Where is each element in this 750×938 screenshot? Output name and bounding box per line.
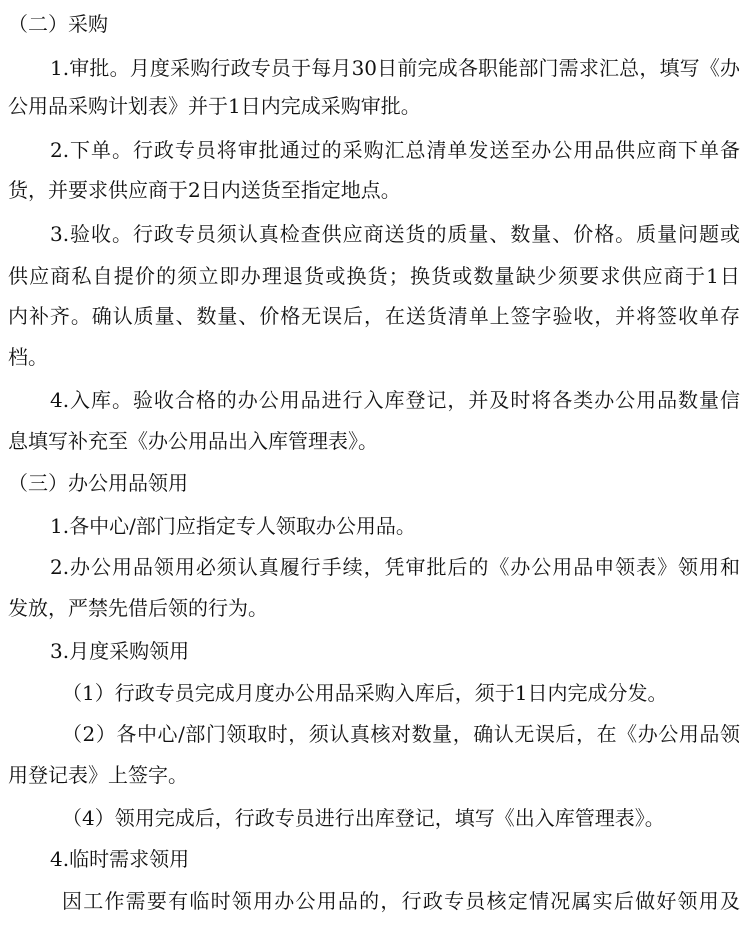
subheading-monthly-use: 3.月度采购领用 xyxy=(50,639,190,663)
item-outbound-registration: （4）领用完成后，行政专员进行出库登记，填写《出入库管理表》。 xyxy=(62,806,665,830)
paragraph-use-procedure-line-1: 2.办公用品领用必须认真履行手续，凭审批后的《办公用品申领表》领用和 xyxy=(50,555,740,579)
paragraph-inspection-line-3: 内补齐。确认质量、数量、价格无误后，在送货清单上签字验收，并将签收单存 xyxy=(8,304,740,328)
paragraph-order-line-1: 2.下单。行政专员将审批通过的采购汇总清单发送至办公用品供应商下单备 xyxy=(50,138,740,162)
paragraph-warehousing-line-1: 4.入库。验收合格的办公用品进行入库登记，并及时将各类办公用品数量信 xyxy=(50,388,740,412)
subheading-temporary-use: 4.临时需求领用 xyxy=(50,847,190,871)
paragraph-designated-person: 1.各中心/部门应指定专人领取办公用品。 xyxy=(50,514,416,538)
paragraph-inspection-line-2: 供应商私自提价的须立即办理退货或换货；换货或数量缺少须要求供应商于1日 xyxy=(8,264,740,288)
paragraph-inspection-line-1: 3.验收。行政专员须认真检查供应商送货的质量、数量、价格。质量问题或 xyxy=(50,222,740,246)
section-heading-office-supplies-use: （三）办公用品领用 xyxy=(8,471,188,495)
item-collection-line-1: （2）各中心/部门领取时，须认真核对数量，确认无误后，在《办公用品领 xyxy=(62,722,740,746)
paragraph-warehousing-line-2: 息填写补充至《办公用品出入库管理表》。 xyxy=(8,429,378,453)
section-heading-procurement: （二）采购 xyxy=(8,12,108,36)
paragraph-order-line-2: 货，并要求供应商于2日内送货至指定地点。 xyxy=(8,178,401,202)
paragraph-temporary-use-line-1: 因工作需要有临时领用办公用品的，行政专员核定情况属实后做好领用及 xyxy=(62,889,740,913)
item-collection-line-2: 用登记表》上签字。 xyxy=(8,763,188,787)
item-distribution: （1）行政专员完成月度办公用品采购入库后，须于1日内完成分发。 xyxy=(62,681,668,705)
paragraph-use-procedure-line-2: 发放，严禁先借后领的行为。 xyxy=(8,596,268,620)
paragraph-inspection-line-4: 档。 xyxy=(8,345,48,369)
paragraph-approval-line-1: 1.审批。月度采购行政专员于每月30日前完成各职能部门需求汇总，填写《办 xyxy=(50,56,740,80)
paragraph-approval-line-2: 公用品采购计划表》并于1日内完成采购审批。 xyxy=(8,94,421,118)
